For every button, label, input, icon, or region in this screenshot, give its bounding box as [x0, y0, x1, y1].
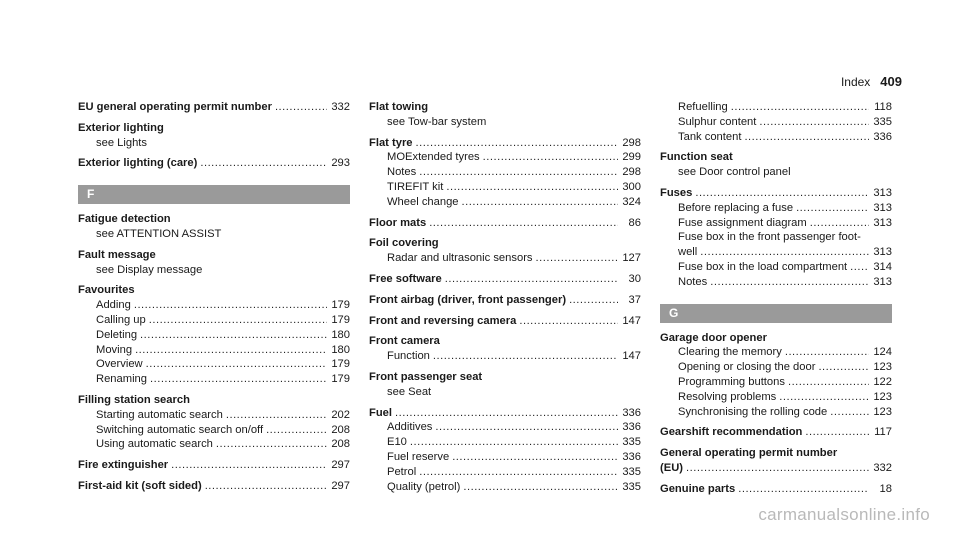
- entry-label: Renaming: [96, 373, 147, 386]
- leader-dots: [275, 100, 327, 115]
- index-entry: [78, 458, 350, 473]
- see-reference: [78, 136, 350, 151]
- leader-dots: [171, 458, 327, 473]
- page-ref[interactable]: 300: [622, 180, 641, 193]
- index-subentry: [369, 435, 641, 450]
- page-ref[interactable]: 335: [622, 465, 641, 478]
- page-ref[interactable]: 18: [879, 482, 892, 495]
- page-ref[interactable]: 180: [331, 343, 350, 356]
- index-subentry: [369, 195, 641, 210]
- index-subentry: [660, 360, 892, 375]
- page-ref[interactable]: 298: [622, 166, 641, 179]
- index-subentry: [78, 298, 350, 313]
- page-ref[interactable]: 118: [874, 101, 892, 113]
- index-subentry: [369, 420, 641, 435]
- header-title: Index: [840, 75, 871, 89]
- page-ref[interactable]: 336: [622, 450, 641, 463]
- index-entry: [369, 236, 641, 251]
- leader-dots: [796, 201, 869, 216]
- index-subentry: [369, 450, 641, 465]
- entry-label: TIREFIT kit: [387, 180, 444, 193]
- index-entry: [78, 156, 350, 171]
- page-ref[interactable]: 313: [873, 186, 892, 199]
- index-entry: [660, 425, 892, 440]
- page-ref[interactable]: 314: [873, 260, 892, 273]
- index-subentry: [78, 328, 350, 343]
- index-subentry: [369, 165, 641, 180]
- leader-dots: [785, 345, 869, 360]
- leader-dots: [140, 328, 327, 343]
- leader-dots: [419, 165, 618, 180]
- leader-dots: [149, 313, 327, 328]
- entry-label: see Lights: [96, 136, 147, 149]
- entry-label: Fault message: [78, 248, 156, 261]
- index-entry: [369, 334, 641, 349]
- entry-label: Function: [387, 350, 430, 363]
- entry-label: EU general operating permit number: [78, 101, 272, 113]
- page-ref[interactable]: 208: [331, 438, 350, 451]
- entry-label: Front and reversing camera: [369, 314, 517, 327]
- page-ref[interactable]: 180: [331, 328, 350, 341]
- entry-label: Notes: [387, 166, 417, 179]
- entry-label: see Seat: [387, 385, 432, 398]
- index-entry: [78, 283, 350, 298]
- index-column-3: [660, 100, 892, 497]
- entry-label: (EU): [660, 461, 683, 474]
- index-entry: [369, 272, 641, 287]
- page-ref[interactable]: 147: [622, 314, 641, 327]
- entry-label: Fuel reserve: [387, 450, 450, 463]
- leader-dots: [216, 437, 327, 452]
- leader-dots: [266, 423, 327, 438]
- index-entry: [660, 482, 892, 497]
- entry-label: Using automatic search: [96, 438, 213, 451]
- entry-label: see Tow-bar system: [387, 115, 487, 128]
- entry-label: Fuse box in the front passenger foot-: [678, 231, 861, 244]
- see-reference: [369, 385, 641, 400]
- leader-dots: [134, 298, 327, 313]
- page-ref[interactable]: 86: [628, 216, 641, 229]
- index-entry: [369, 100, 641, 115]
- section-header: F: [78, 185, 350, 204]
- page-ref[interactable]: 313: [873, 216, 892, 229]
- index-subentry: [78, 408, 350, 423]
- entry-label: Synchronising the rolling code: [678, 405, 828, 418]
- entry-label: Function seat: [660, 151, 733, 164]
- entry-label: Notes: [678, 275, 708, 288]
- entry-label: Fuses: [660, 186, 693, 199]
- leader-dots: [135, 343, 327, 358]
- leader-dots: [416, 136, 618, 151]
- page-ref[interactable]: 123: [873, 390, 892, 403]
- page-ref[interactable]: 332: [331, 101, 350, 113]
- index-entry: [660, 446, 892, 461]
- page-ref[interactable]: 336: [873, 130, 892, 143]
- leader-dots: [569, 293, 618, 308]
- leader-dots: [830, 405, 869, 420]
- section-header: G: [660, 304, 892, 323]
- index-subentry: [660, 405, 892, 420]
- leader-dots: [395, 406, 618, 421]
- page-ref[interactable]: 336: [622, 421, 641, 434]
- leader-dots: [818, 360, 869, 375]
- leader-dots: [731, 100, 869, 115]
- entry-label: see Door control panel: [678, 166, 791, 179]
- index-entry: [78, 100, 350, 115]
- index-subentry: [660, 115, 892, 130]
- entry-label: Free software: [369, 272, 442, 285]
- entry-label: Flat towing: [369, 101, 429, 113]
- index-entry: [78, 248, 350, 263]
- entry-label: Floor mats: [369, 216, 427, 229]
- entry-label: Before replacing a fuse: [678, 201, 794, 214]
- entry-label: Adding: [96, 299, 131, 312]
- leader-dots: [452, 450, 618, 465]
- entry-label: Front camera: [369, 335, 440, 348]
- entry-label: Genuine parts: [660, 482, 736, 495]
- entry-label: Switching automatic search on/off: [96, 423, 264, 436]
- leader-dots: [483, 150, 618, 165]
- index-entry: [660, 186, 892, 201]
- leader-dots: [779, 390, 869, 405]
- index-subentry: [78, 313, 350, 328]
- index-subentry: [369, 150, 641, 165]
- leader-dots: [226, 408, 327, 423]
- leader-dots: [419, 465, 618, 480]
- page-ref[interactable]: 297: [331, 479, 350, 492]
- index-subentry: [369, 251, 641, 266]
- index-subentry: [78, 357, 350, 372]
- page-ref[interactable]: 202: [331, 408, 350, 421]
- entry-label: Wheel change: [387, 195, 459, 208]
- entry-label: Opening or closing the door: [678, 361, 816, 374]
- entry-label: Gearshift recommendation: [660, 426, 803, 439]
- see-reference: [369, 115, 641, 130]
- leader-dots: [433, 349, 618, 364]
- entry-label: Overview: [96, 358, 143, 371]
- index-subentry: [660, 275, 892, 290]
- leader-dots: [738, 482, 869, 497]
- page-ref[interactable]: 208: [331, 423, 350, 436]
- index-subentry: [660, 230, 892, 245]
- entry-label: MOExtended tyres: [387, 151, 480, 164]
- leader-dots: [446, 180, 618, 195]
- entry-label: E10: [387, 436, 407, 449]
- index-subentry: [660, 201, 892, 216]
- entry-label: Resolving problems: [678, 390, 777, 403]
- leader-dots: [810, 216, 869, 231]
- page-ref[interactable]: 127: [622, 252, 641, 265]
- index-subentry: [369, 480, 641, 495]
- index-entry: [660, 461, 892, 476]
- index-subentry: [660, 390, 892, 405]
- index-entry: [369, 216, 641, 231]
- entry-label: Front passenger seat: [369, 370, 483, 383]
- leader-dots: [463, 480, 618, 495]
- entry-label: Refuelling: [678, 101, 728, 113]
- entry-label: Exterior lighting (care): [78, 157, 198, 170]
- leader-dots: [146, 357, 327, 372]
- see-reference: [78, 263, 350, 278]
- see-reference: [660, 165, 892, 180]
- index-entry: [78, 121, 350, 136]
- leader-dots: [695, 186, 869, 201]
- page-ref[interactable]: 147: [622, 350, 641, 363]
- leader-dots: [744, 130, 869, 145]
- index-entry: [369, 136, 641, 151]
- page-ref[interactable]: 313: [873, 201, 892, 214]
- index-subentry: [78, 437, 350, 452]
- see-reference: [78, 227, 350, 242]
- entry-label: Favourites: [78, 284, 135, 297]
- index-subentry: [369, 180, 641, 195]
- entry-label: Starting automatic search: [96, 408, 223, 421]
- leader-dots: [850, 260, 869, 275]
- entry-label: Fuse box in the load compartment: [678, 260, 848, 273]
- page-ref[interactable]: 336: [622, 406, 641, 419]
- entry-label: Deleting: [96, 328, 138, 341]
- entry-label: Fuel: [369, 406, 392, 419]
- page-ref[interactable]: 335: [622, 480, 641, 493]
- index-column-2: [369, 100, 641, 494]
- leader-dots: [759, 115, 869, 130]
- index-entry: [660, 331, 892, 346]
- entry-label: Exterior lighting: [78, 121, 164, 134]
- entry-label: Sulphur content: [678, 115, 757, 128]
- index-subentry: [660, 100, 892, 115]
- index-column-1: [78, 100, 350, 494]
- index-entry: [369, 314, 641, 329]
- page-ref[interactable]: 30: [628, 272, 641, 285]
- entry-label: Front airbag (driver, front passenger): [369, 293, 567, 306]
- page-ref[interactable]: 299: [622, 151, 641, 164]
- index-entry: [78, 393, 350, 408]
- page-ref[interactable]: 298: [622, 136, 641, 149]
- watermark: carmanualsonline.info: [758, 505, 930, 524]
- leader-dots: [150, 372, 327, 387]
- index-subentry: [660, 375, 892, 390]
- page-ref[interactable]: 179: [331, 299, 350, 312]
- page-ref[interactable]: 332: [873, 461, 892, 474]
- page-ref[interactable]: 179: [331, 373, 350, 386]
- page-number: 409: [880, 74, 902, 89]
- index-entry: [369, 293, 641, 308]
- page-ref[interactable]: 313: [873, 275, 892, 288]
- page-ref[interactable]: 123: [873, 361, 892, 374]
- entry-label: General operating permit number: [660, 447, 838, 460]
- entry-label: Fatigue detection: [78, 213, 171, 226]
- entry-label: Filling station search: [78, 393, 190, 406]
- page-ref[interactable]: 124: [873, 346, 892, 359]
- page-ref[interactable]: 123: [873, 405, 892, 418]
- leader-dots: [536, 251, 618, 266]
- page-ref[interactable]: 179: [331, 313, 350, 326]
- entry-label: First-aid kit (soft sided): [78, 479, 202, 492]
- leader-dots: [410, 435, 618, 450]
- entry-label: Tank content: [678, 130, 742, 143]
- entry-label: see Display message: [96, 263, 203, 276]
- leader-dots: [788, 375, 869, 390]
- leader-dots: [710, 275, 869, 290]
- index-subentry: [369, 465, 641, 480]
- index-entry: [369, 406, 641, 421]
- leader-dots: [462, 195, 618, 210]
- page-ref[interactable]: 297: [331, 459, 350, 472]
- entry-label: well: [678, 246, 698, 259]
- leader-dots: [429, 216, 618, 231]
- entry-label: Moving: [96, 343, 133, 356]
- entry-label: Petrol: [387, 465, 417, 478]
- entry-label: Programming buttons: [678, 375, 785, 388]
- page-ref[interactable]: 37: [628, 293, 641, 306]
- page-ref[interactable]: 117: [874, 426, 892, 439]
- page-ref[interactable]: 324: [622, 195, 641, 208]
- leader-dots: [805, 425, 869, 440]
- index-subentry: [660, 245, 892, 260]
- entry-label: Radar and ultrasonic sensors: [387, 252, 533, 265]
- page-ref[interactable]: 313: [873, 246, 892, 259]
- index-subentry: [660, 216, 892, 231]
- leader-dots: [445, 272, 618, 287]
- entry-label: Additives: [387, 421, 433, 434]
- page-header: [841, 74, 902, 89]
- entry-label: Fire extinguisher: [78, 459, 169, 472]
- entry-label: Calling up: [96, 313, 146, 326]
- leader-dots: [205, 479, 327, 494]
- index-subentry: [660, 345, 892, 360]
- leader-dots: [200, 156, 327, 171]
- index-entry: [78, 479, 350, 494]
- entry-label: Clearing the memory: [678, 346, 782, 359]
- page-ref[interactable]: 335: [622, 436, 641, 449]
- index-entry: [660, 150, 892, 165]
- index-subentry: [78, 423, 350, 438]
- index-subentry: [660, 260, 892, 275]
- entry-label: Fuse assignment diagram: [678, 216, 807, 229]
- page-ref[interactable]: 335: [873, 115, 892, 128]
- index-subentry: [369, 349, 641, 364]
- entry-label: see ATTENTION ASSIST: [96, 227, 222, 240]
- entry-label: Garage door opener: [660, 331, 767, 344]
- leader-dots: [700, 245, 869, 260]
- index-entry: [369, 370, 641, 385]
- leader-dots: [435, 420, 618, 435]
- index-subentry: [78, 343, 350, 358]
- index-entry: [78, 212, 350, 227]
- entry-label: Flat tyre: [369, 136, 413, 149]
- index-subentry: [660, 130, 892, 145]
- page-ref[interactable]: 122: [873, 375, 892, 388]
- page-ref[interactable]: 293: [331, 157, 350, 170]
- index-subentry: [78, 372, 350, 387]
- leader-dots: [686, 461, 869, 476]
- page-ref[interactable]: 179: [331, 358, 350, 371]
- leader-dots: [519, 314, 618, 329]
- entry-label: Quality (petrol): [387, 480, 461, 493]
- entry-label: Foil covering: [369, 237, 439, 250]
